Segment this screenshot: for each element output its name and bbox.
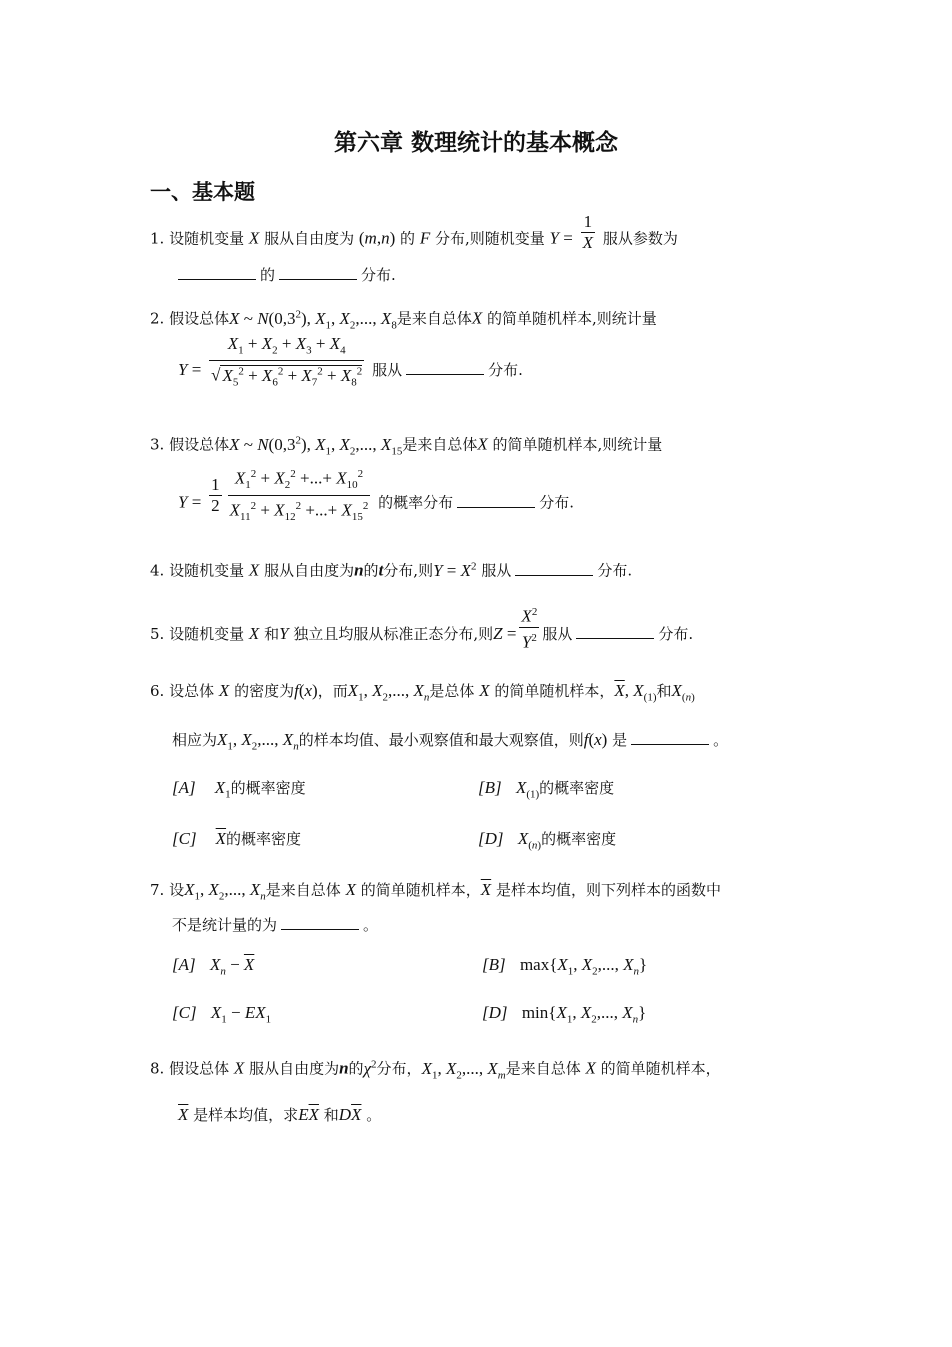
math-expr: $X_1$, $X_2$,..., $X_m$ bbox=[421, 1058, 506, 1082]
q5-text: 独立且均服从标准正态分布,则 bbox=[293, 625, 494, 644]
math-var: X bbox=[248, 560, 260, 580]
math-var: X bbox=[218, 681, 230, 700]
math-expr: $\min\{X_1$, $X_2$,..., $X_n$} bbox=[521, 1003, 647, 1026]
math-var: n bbox=[354, 560, 364, 580]
page-title: 第六章 数理统计的基本概念 bbox=[333, 130, 618, 156]
option-b[interactable] bbox=[482, 955, 647, 977]
question-number: 2. bbox=[150, 309, 165, 328]
math-expr: X ~ $N(0,3^2)$, $X_1$, $X_2$,..., $X_{15}$ bbox=[229, 434, 403, 458]
math-expr: $X_1$ bbox=[214, 778, 231, 801]
q4-text: 设随机变量 bbox=[169, 561, 245, 580]
math-expr: X ~ $N(0,3^2)$, $X_1$, $X_2$,..., $X_8$ bbox=[229, 308, 397, 332]
math-var: Y bbox=[279, 624, 289, 644]
q6-text: 是总体 bbox=[429, 682, 475, 700]
q2-text: 假设总体 bbox=[169, 309, 230, 328]
q6-text: 的简单随机样本， bbox=[494, 682, 615, 700]
option-d[interactable] bbox=[482, 1003, 646, 1025]
q8-text: 是样本均值，求 bbox=[193, 1106, 299, 1124]
q8-text: 服从自由度为 bbox=[249, 1059, 340, 1078]
option-c[interactable] bbox=[172, 1003, 271, 1025]
option-b[interactable] bbox=[478, 777, 614, 800]
q7-text: 不是统计量的为 bbox=[172, 916, 278, 934]
q3-text: 假设总体 bbox=[169, 435, 230, 454]
math-expr: $\overline{X}$, $X_{(1)}$ bbox=[614, 681, 657, 704]
option-label: [C] bbox=[172, 1003, 197, 1022]
math-var: X bbox=[471, 308, 483, 328]
q7-text: 。 bbox=[363, 916, 379, 934]
question-number: 3. bbox=[150, 435, 165, 454]
q1-text: 的 bbox=[260, 266, 276, 284]
answer-blank[interactable] bbox=[515, 561, 593, 576]
math-var: X bbox=[248, 228, 260, 248]
math-var: X bbox=[479, 681, 490, 700]
q4-text: 的 bbox=[363, 561, 379, 580]
q4-text: 分布. bbox=[597, 561, 633, 580]
q3-text: 的概率分布 bbox=[378, 493, 454, 512]
q5-text: 设随机变量 bbox=[169, 625, 245, 644]
option-c[interactable] bbox=[172, 828, 301, 849]
q1-text: 服从参数为 bbox=[602, 229, 678, 248]
q8-text: 假设总体 bbox=[169, 1059, 230, 1078]
answer-blank[interactable] bbox=[406, 360, 484, 375]
question-number: 7. bbox=[150, 881, 165, 899]
option-text: 的概率密度 bbox=[541, 830, 617, 848]
option-text: 的概率密度 bbox=[226, 830, 302, 848]
question-number: 4. bbox=[150, 561, 165, 580]
math-expr: Y = bbox=[178, 360, 202, 380]
question-1-line-2 bbox=[174, 264, 396, 286]
question-number: 1. bbox=[150, 229, 165, 248]
q8-text: 的 bbox=[348, 1059, 364, 1078]
q4-text: 服从自由度为 bbox=[264, 561, 355, 580]
math-expr: Y = bbox=[178, 492, 202, 512]
option-label: [A] bbox=[172, 778, 196, 797]
q7-text: 是来自总体 bbox=[265, 881, 341, 899]
q8-text: 是来自总体 bbox=[505, 1059, 581, 1078]
question-5-line-1 bbox=[150, 606, 694, 652]
question-1-line-1 bbox=[150, 212, 678, 253]
math-expr: $D\overline{X}$ bbox=[338, 1105, 362, 1124]
question-6-line-1 bbox=[150, 680, 695, 708]
q6-text: 的样本均值、最小观察值和最大观察值，则 bbox=[298, 731, 584, 749]
math-expr: $X_n - \overline{X}$ bbox=[209, 955, 255, 978]
q5-text: 服从 bbox=[542, 625, 573, 644]
q5-text: 分布. bbox=[658, 625, 694, 644]
q3-text: 分布. bbox=[539, 493, 574, 512]
q6-text: 。 bbox=[713, 731, 729, 749]
question-3-formula bbox=[178, 468, 574, 527]
q1-text: 的 bbox=[400, 229, 416, 248]
math-fraction: $\frac{X^2}{Y^2}$ bbox=[519, 602, 539, 652]
question-number: 8. bbox=[150, 1059, 165, 1078]
math-fraction: $\frac{X_1^2 + X_2^2 +...+ X_{10}^2}{X_{11}^2 + X_{12}^2 +...+ X_{15}^2}$ bbox=[228, 464, 371, 527]
math-expr: $Y = X^2$ bbox=[433, 560, 477, 580]
option-a[interactable] bbox=[172, 955, 254, 977]
math-expr: $\overline{X}$ bbox=[178, 1105, 189, 1124]
q5-text: 和 bbox=[264, 625, 280, 644]
answer-blank[interactable] bbox=[279, 265, 357, 280]
question-number: 5. bbox=[150, 625, 165, 644]
math-var: X bbox=[248, 624, 260, 644]
math-var: X bbox=[477, 434, 488, 454]
q8-text: 的简单随机样本， bbox=[600, 1059, 721, 1078]
option-a[interactable] bbox=[172, 777, 306, 800]
q1-text: 服从自由度为 bbox=[264, 229, 355, 248]
q6-text: 是 bbox=[612, 731, 628, 749]
math-var: n bbox=[339, 1058, 349, 1078]
math-expr: $X_{(n)}$ bbox=[671, 681, 695, 704]
math-expr: $E\overline{X}$ bbox=[298, 1105, 319, 1124]
option-label: [B] bbox=[482, 955, 506, 974]
math-fraction: $\frac{1}{2}$ bbox=[211, 475, 220, 516]
q8-text: 。 bbox=[366, 1106, 382, 1124]
math-expr: $\overline{X}$ bbox=[480, 880, 492, 899]
math-expr: f(x) bbox=[583, 730, 608, 749]
math-var: X bbox=[345, 880, 356, 899]
option-label: [A] bbox=[172, 955, 196, 974]
question-number: 6. bbox=[150, 682, 165, 700]
q2-text: 分布. bbox=[488, 361, 523, 380]
option-text: 的概率密度 bbox=[539, 779, 615, 797]
q1-text: 设随机变量 bbox=[169, 229, 245, 248]
option-label: [D] bbox=[478, 829, 504, 848]
math-expr: (m,n) bbox=[358, 228, 396, 248]
option-label: [C] bbox=[172, 829, 197, 848]
q6-text: 相应为 bbox=[172, 731, 218, 749]
q6-text: ，而 bbox=[317, 682, 348, 700]
math-expr: Z = bbox=[493, 624, 517, 644]
q6-text: 的密度为 bbox=[234, 682, 295, 700]
q1-text: 分布,则随机变量 bbox=[434, 229, 545, 248]
math-var: F bbox=[419, 228, 431, 248]
option-label: [B] bbox=[478, 778, 502, 797]
math-var: t bbox=[378, 560, 384, 580]
q2-text: 是来自总体 bbox=[396, 309, 472, 328]
math-fraction: $\frac{1}{X}$ bbox=[582, 212, 594, 252]
q7-text: 的简单随机样本， bbox=[360, 881, 481, 899]
question-4-line-1 bbox=[150, 555, 632, 582]
math-expr: $X_1$, $X_2$,..., $X_n$ bbox=[347, 681, 430, 704]
question-6-line-2 bbox=[172, 729, 728, 757]
q7-text: 设 bbox=[169, 881, 185, 899]
math-expr: $X_1$, $X_2$,..., $X_n$ bbox=[184, 880, 266, 903]
answer-blank[interactable] bbox=[631, 730, 709, 745]
q8-text: 和 bbox=[323, 1106, 339, 1124]
math-expr: $\overline{X}$ bbox=[215, 829, 227, 848]
question-8-line-1 bbox=[150, 1053, 721, 1086]
q7-text: 是样本均值，则下列样本的函数中 bbox=[495, 881, 721, 899]
math-expr: $\chi^2$ bbox=[363, 1058, 377, 1078]
option-d[interactable] bbox=[478, 828, 616, 851]
answer-blank[interactable] bbox=[281, 915, 359, 930]
q3-text: 的简单随机样本,则统计量 bbox=[492, 435, 663, 454]
q4-text: 分布,则 bbox=[383, 561, 434, 580]
q3-text: 是来自总体 bbox=[402, 435, 478, 454]
math-expr: $X_{(n)}$ bbox=[517, 829, 542, 852]
math-expr: $X_1$, $X_2$,..., $X_n$ bbox=[217, 730, 299, 753]
option-label: [D] bbox=[482, 1003, 508, 1022]
q4-text: 服从 bbox=[481, 561, 512, 580]
math-fraction: $\frac{X_1 + X_2 + X_3 + X_4}{√ X_5^2 + X_6^2 + X_7^2 + X_8^2}$ bbox=[211, 334, 363, 389]
math-expr: f(x) bbox=[294, 681, 318, 700]
q2-text: 服从 bbox=[372, 361, 403, 380]
answer-blank[interactable] bbox=[457, 493, 535, 508]
answer-blank[interactable] bbox=[576, 624, 654, 639]
question-7-line-2 bbox=[172, 914, 378, 936]
math-var: X bbox=[233, 1058, 245, 1078]
math-expr: Y = bbox=[549, 228, 573, 248]
math-expr: $\max\{X_1$, $X_2$,..., $X_n$} bbox=[519, 955, 648, 978]
question-3-line-1 bbox=[150, 429, 662, 462]
math-var: X bbox=[585, 1058, 596, 1078]
section-heading: 一、基本题 bbox=[150, 180, 255, 204]
q6-text: 和 bbox=[656, 682, 672, 700]
q1-text: 分布. bbox=[361, 266, 396, 284]
answer-blank[interactable] bbox=[178, 265, 256, 280]
question-8-line-2 bbox=[178, 1104, 381, 1126]
math-expr: $X_{(1)}$ bbox=[515, 778, 540, 801]
q6-text: 设总体 bbox=[169, 682, 215, 700]
question-7-line-1 bbox=[150, 879, 721, 907]
q8-text: 分布， bbox=[376, 1059, 422, 1078]
question-2-formula bbox=[178, 334, 523, 392]
question-2-line-1 bbox=[150, 303, 657, 336]
option-text: 的概率密度 bbox=[230, 779, 306, 797]
math-expr: $X_1 - EX_1$ bbox=[210, 1003, 272, 1026]
q2-text: 的简单随机样本,则统计量 bbox=[487, 309, 657, 328]
